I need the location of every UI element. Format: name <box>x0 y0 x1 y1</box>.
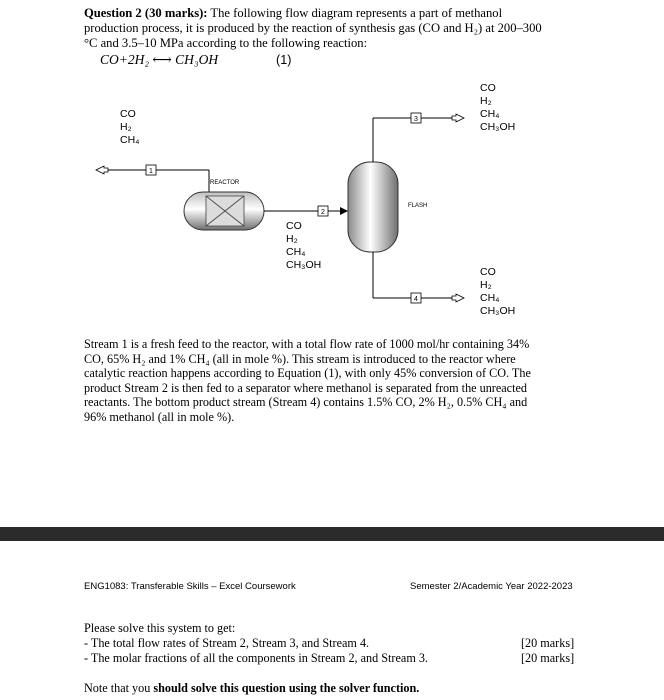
stream2-arrow-icon <box>340 207 348 215</box>
question-intro-line2: production process, it is produced by the reaction of synthesis gas (CO and H₂) at 200–300 <box>84 21 542 35</box>
paragraph-line: CO, 65% H₂ and 1% CH₄ (all in mole %). This stream is introduced to the reactor where <box>84 351 516 366</box>
paragraph-line: Stream 1 is a fresh feed to the reactor, with a total flow rate of 1000 mol/hr containing 34% <box>84 337 530 351</box>
course-footer: ENG1083: Transferable Skills – Excel Coursework <box>84 581 296 592</box>
stream4-component: CH₄ <box>480 292 500 304</box>
task-item: - The molar fractions of all the components in Stream 2, and Stream 3. <box>84 651 428 665</box>
question-intro-line1: The following flow diagram represents a part of methanol <box>207 6 503 20</box>
stream4-number: 4 <box>414 296 418 303</box>
feed-component: CH₄ <box>120 134 140 146</box>
stream3-component: CH₃OH <box>480 121 516 133</box>
stream2-component: CH₃OH <box>286 259 322 271</box>
equation-number: (1) <box>276 53 292 67</box>
stream3-component: CO <box>480 82 496 94</box>
stream4-component: H₂ <box>480 279 492 291</box>
stream3-components <box>480 82 515 134</box>
task-page <box>0 541 664 700</box>
reactor-label: REACTOR <box>210 180 240 186</box>
task-marks: [20 marks] <box>521 636 575 650</box>
paragraph-line: catalytic reaction happens according to Equation (1), with only 45% conversion of CO. The <box>84 366 531 381</box>
paragraph-line: reactants. The bottom product stream (Stream 4) contains 1.5% CO, 2% H₂, 0.5% CH₄ and <box>84 395 528 410</box>
stream3-number: 3 <box>414 116 418 123</box>
stream4-component: CH₃OH <box>480 305 516 317</box>
flash-vessel <box>348 162 398 252</box>
stream1-number: 1 <box>149 168 153 175</box>
note-bold: should solve this question using the solver function. <box>153 681 420 695</box>
stream3-component: CH₄ <box>480 108 500 120</box>
reaction-equation: CO+2H₂ ⟷ CH₃OH <box>100 52 219 67</box>
question-intro-line3: °C and 3.5–10 MPa according to the following reaction: <box>84 36 368 50</box>
stream2-component: CH₄ <box>286 246 306 258</box>
task-marks: [20 marks] <box>521 651 575 665</box>
reactor-vessel <box>184 192 264 230</box>
flash-label: FLASH <box>408 203 428 209</box>
stream2-component: H₂ <box>286 233 298 245</box>
solver-note <box>84 681 419 696</box>
stream3-arrow-icon <box>452 114 464 122</box>
stream2-number: 2 <box>321 209 325 216</box>
semester-footer: Semester 2/Academic Year 2022-2023 <box>410 581 573 592</box>
page-divider <box>0 527 664 541</box>
stream4-components <box>480 266 515 318</box>
paragraph-line: product Stream 2 is then fed to a separator where methanol is separated from the unreacted <box>84 380 527 395</box>
question-title: Question 2 (30 marks): <box>84 6 208 20</box>
feed-component: CO <box>120 108 136 120</box>
problem-paragraph <box>84 337 578 425</box>
task-item: - The total flow rates of Stream 2, Stream 3, and Stream 4. <box>84 636 370 650</box>
feed-component: H₂ <box>120 121 132 133</box>
stream2-components <box>286 220 321 272</box>
stream4-arrow-icon <box>452 294 464 302</box>
solve-intro: Please solve this system to get: <box>84 621 236 635</box>
paragraph-line: 96% methanol (all in mole %). <box>84 409 235 424</box>
stream4-component: CO <box>480 266 496 278</box>
stream3-component: H₂ <box>480 95 492 107</box>
feed-components <box>120 108 139 147</box>
note-prefix: Note that you <box>84 681 154 695</box>
feed-arrow-icon <box>96 166 108 174</box>
stream2-component: CO <box>286 220 302 232</box>
